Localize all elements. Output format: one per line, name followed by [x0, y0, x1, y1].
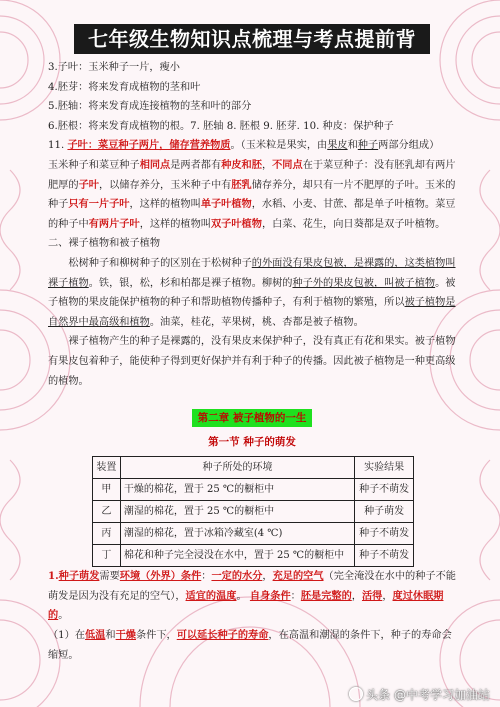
table-row: 甲 干燥的棉花，置于 25 ℃的橱柜中 种子不萌发: [93, 479, 414, 501]
chapter-heading: 第二章 被子植物的一生: [192, 409, 313, 427]
source-watermark: 头条 @中考学习加油站: [349, 686, 490, 703]
text-line: 6.胚根：将来发育成植物的根。7. 胚轴 8. 胚根 9. 胚芽. 10. 种皮：保护种子: [48, 120, 394, 132]
column-header: 种子所处的环境: [120, 457, 354, 479]
table-row: 丁 棉花和种子完全浸没在水中，置于 25 ℃的橱柜中 种子不萌发: [93, 545, 414, 567]
lesson-heading: 第一节 种子的萌发: [208, 435, 296, 448]
text-line: 5.胚轴：将来发育成连接植物的茎和叶的部分: [48, 101, 252, 113]
table-row: 乙 潮湿的棉花，置于 25 ℃的橱柜中 种子萌发: [93, 501, 414, 523]
section-heading: 二、裸子植物和被子植物: [48, 238, 161, 250]
text-line: 4.胚芽：将来发育成植物的茎和叶: [48, 81, 201, 93]
text-line: 3.子叶：玉米种子一片，瘦小: [48, 62, 180, 73]
document-page: [44, 0, 458, 707]
item-germination-conditions: 1.种子萌发需要环境（外界）条件：一定的水分，充足的空气（完全淹没在水中的种子不能萌发是因为没有充足的空气），适宜的温度。 自身条件：胚是完整的，活得，度过休眠期的。: [48, 570, 456, 622]
table-row: 丙 潮湿的棉花，置于冰箱冷藏室(4 ℃) 种子不萌发: [93, 523, 414, 545]
page-title: 七年级生物知识点梳理与考点提前背: [74, 24, 430, 54]
column-header: 实验结果: [355, 457, 414, 479]
item-seed-lifespan: （1）在低温和干燥条件下，可以延长种子的寿命，在高温和潮湿的条件下，种子的寿命会缩短。: [48, 629, 452, 661]
table-header-row: [93, 457, 414, 479]
paragraph-gymnosperms: 松树种子和柳树种子的区别在于松树种子的外面没有果皮包被，是裸露的，这类植物叫裸子植物。铁，银，松，杉和柏都是裸子植物。柳树的种子外的果皮包被，叫被子植物。被子植物的果皮能保护植物的种子和帮助植物传播种子，有利于植物的繁殖，所以被子植物是自然界中最高级和植物。油菜，桂花，苹果树，桃、杏都是被子植物。: [48, 257, 456, 328]
chapter-heading-wrap: [48, 409, 456, 429]
toutiao-logo-icon: [349, 687, 363, 701]
experiment-table: [92, 456, 414, 567]
column-header: 装置: [93, 457, 121, 479]
document-body: [48, 58, 456, 665]
paragraph-advantage: 裸子植物产生的种子是裸露的，没有果皮来保护种子，没有真正有花和果实。被子植物有果皮包着种子，能使种子得到更好保护并有利于种子的传播。因此被子植物是一种更高级的植物。: [48, 336, 456, 387]
paragraph-seed-comparison: 玉米种子和菜豆种子相同点是两者都有种皮和胚，不同点在于菜豆种子：没有胚乳却有两片肥厚的子叶，以储存养分，玉米种子中有胚乳储存养分，却只有一片不肥厚的子叶。玉米的种子只有一片子叶，这样的植物叫单子叶植物，水稻、小麦、甘蔗、都是单子叶植物。菜豆的种子中有两片子叶，这样的植物叫双子叶植物，白菜、花生，向日葵都是双子叶植物。: [48, 158, 456, 230]
item-11: 11. 子叶：菜豆种子两片，储存营养物质。（玉米粒是果实，由果皮和种子两部分组成）: [48, 139, 440, 152]
